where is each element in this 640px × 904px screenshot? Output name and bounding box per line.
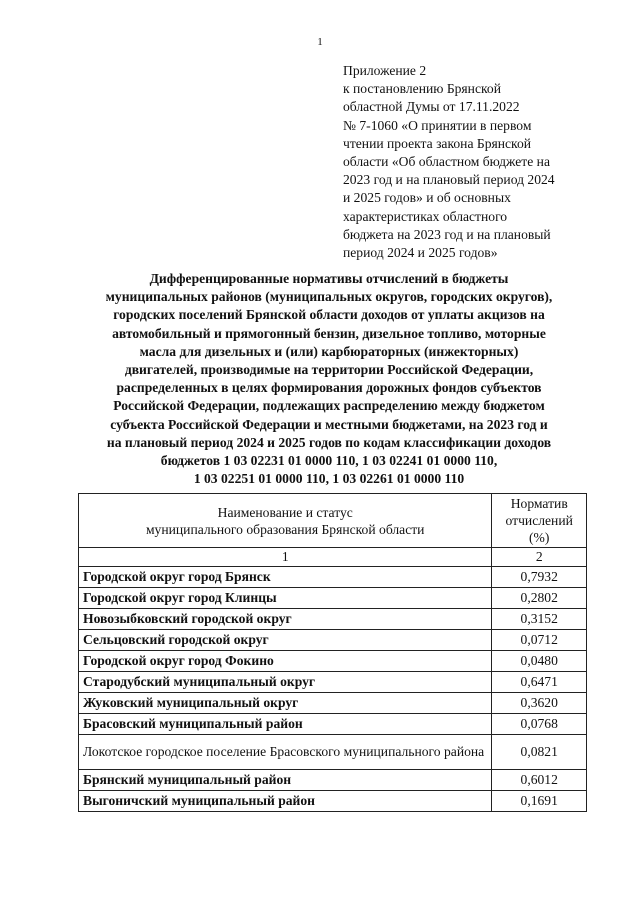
table-row: [79, 770, 587, 791]
column-number-1: 1: [79, 548, 492, 567]
norm-value: 0,3620: [492, 693, 587, 714]
municipality-name: Брянский муниципальный район: [79, 770, 492, 791]
appendix-line: Приложение 2: [343, 63, 427, 78]
header-value-cell: [492, 494, 587, 548]
header-value-line1: Норматив: [510, 496, 568, 511]
norm-value: 0,6012: [492, 770, 587, 791]
table-header-row: [79, 494, 587, 548]
title-line: муниципальных районов (муниципальных округов, городских округов),: [105, 289, 553, 305]
table-row: [79, 791, 587, 812]
norms-table: [78, 493, 587, 812]
document-title: [70, 270, 588, 488]
norm-value: 0,0768: [492, 714, 587, 735]
table-row: [79, 630, 587, 651]
municipality-name: Выгоничский муниципальный район: [79, 791, 492, 812]
column-number-2: 2: [492, 548, 587, 567]
appendix-line: областной Думы от 17.11.2022: [343, 99, 520, 115]
municipality-name: Городской округ город Брянск: [79, 567, 492, 588]
table-row: [79, 672, 587, 693]
municipality-name: Стародубский муниципальный округ: [79, 672, 492, 693]
appendix-line: 2023 год и на плановый период 2024: [343, 172, 555, 188]
municipality-name: Городской округ город Клинцы: [79, 588, 492, 609]
table-row: [79, 735, 587, 770]
title-line: городских поселений Брянской области доходов от уплаты акцизов на: [113, 307, 545, 323]
municipality-name: Жуковский муниципальный округ: [79, 693, 492, 714]
table-row: [79, 588, 587, 609]
norm-value: 0,0821: [492, 735, 587, 770]
appendix-line: и 2025 годов» и об основных: [343, 190, 511, 206]
appendix-line: к постановлению Брянской: [343, 81, 501, 97]
appendix-line: области «Об областном бюджете на: [343, 154, 550, 170]
table-row: [79, 693, 587, 714]
title-line: масла для дизельных и (или) карбюраторных (инжекторных): [139, 343, 519, 359]
municipality-name: Локотское городское поселение Брасовского муниципального района: [79, 735, 492, 770]
header-name-line1: Наименование и статус: [217, 504, 353, 520]
appendix-line: бюджета на 2023 год и на плановый: [343, 226, 551, 242]
norm-value: 0,3152: [492, 609, 587, 630]
column-number-row: [79, 548, 587, 567]
norm-value: 0,7932: [492, 567, 587, 588]
header-name-cell: [79, 494, 492, 548]
table-row: [79, 567, 587, 588]
municipality-name: Новозыбковский городской округ: [79, 609, 492, 630]
norm-value: 0,2802: [492, 588, 587, 609]
title-line: Российской Федерации, подлежащих распределению между бюджетом: [113, 398, 545, 414]
norm-value: 0,0712: [492, 630, 587, 651]
appendix-note: [343, 62, 603, 262]
title-line: распределенных в целях формирования дорожных фондов субъектов: [116, 380, 542, 396]
header-value-line3: (%): [529, 530, 550, 545]
table-row: [79, 651, 587, 672]
title-line: на плановый период 2024 и 2025 годов по кодам классификации доходов: [106, 434, 552, 450]
table-row: [79, 609, 587, 630]
title-line: двигателей, производимые на территории Российской Федерации,: [124, 362, 534, 378]
municipality-name: Сельцовский городской округ: [79, 630, 492, 651]
title-line: бюджетов 1 03 02231 01 0000 110, 1 03 02241 01 0000 110,: [160, 453, 498, 469]
title-line: субъекта Российской Федерации и местными бюджетами, на 2023 год и: [110, 416, 548, 432]
title-line: автомобильный и прямогонный бензин, дизельное топливо, моторные: [112, 325, 546, 341]
appendix-line: № 7-1060 «О принятии в первом: [343, 117, 532, 133]
municipality-name: Брасовский муниципальный район: [79, 714, 492, 735]
norm-value: 0,6471: [492, 672, 587, 693]
appendix-line: характеристиках областного: [343, 208, 508, 224]
norm-value: 0,1691: [492, 791, 587, 812]
norm-value: 0,0480: [492, 651, 587, 672]
appendix-line: период 2024 и 2025 годов»: [343, 245, 498, 261]
table-row: [79, 714, 587, 735]
page-number: 1: [317, 36, 323, 48]
header-value-line2: отчислений: [505, 513, 573, 528]
appendix-line: чтении проекта закона Брянской: [343, 135, 532, 151]
municipality-name: Городской округ город Фокино: [79, 651, 492, 672]
title-line: 1 03 02251 01 0000 110, 1 03 02261 01 0000 110: [193, 471, 465, 487]
title-line: Дифференцированные нормативы отчислений в бюджеты: [149, 271, 509, 286]
header-name-line2: муниципального образования Брянской области: [145, 521, 425, 537]
